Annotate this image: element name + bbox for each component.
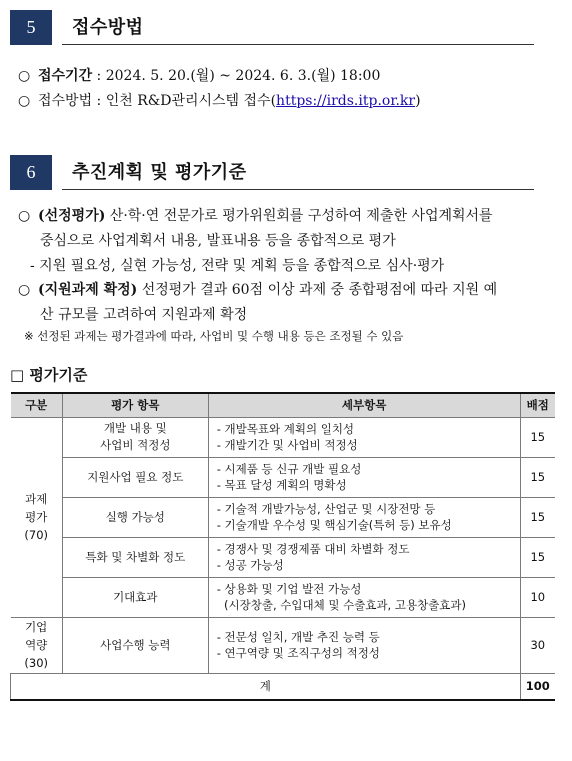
- score-cell: 15: [520, 457, 555, 497]
- item-cell: 개발 내용 및 사업비 적정성: [62, 417, 208, 457]
- plan-item-1-label: (선정평가): [38, 208, 106, 224]
- detail-cell: - 전문성 일치, 개발 추진 능력 등 - 연구역량 및 조직구성의 적정성: [208, 617, 520, 673]
- reception-method: [18, 90, 421, 110]
- header-detail: 세부항목: [208, 393, 520, 417]
- header-group: 구분: [11, 393, 63, 417]
- score-cell: 10: [520, 577, 555, 617]
- table-row: [11, 497, 556, 537]
- section-divider: [62, 189, 534, 190]
- section-number: 5: [10, 10, 52, 45]
- group-task-evaluation: 과제 평가 (70): [11, 417, 63, 617]
- irds-link[interactable]: https://irds.itp.or.kr: [276, 93, 416, 109]
- table-row: [11, 417, 556, 457]
- item-cell: 기대효과: [62, 577, 208, 617]
- item-cell: 실행 가능성: [62, 497, 208, 537]
- section-number: 6: [10, 155, 52, 190]
- reception-period: [18, 65, 380, 85]
- score-cell: 15: [520, 497, 555, 537]
- group-company-capability: 기업 역량 (30): [11, 617, 63, 673]
- section-title: 추진계획 및 평가기준: [72, 162, 247, 183]
- evaluation-table: [10, 392, 555, 701]
- method-close: ): [415, 93, 421, 109]
- score-cell: 15: [520, 537, 555, 577]
- plan-item-1-cont: 중심으로 사업계획서 내용, 발표내용 등을 종합적으로 평가: [40, 233, 396, 249]
- bullet: ○: [18, 68, 31, 84]
- period-label: 접수기간: [38, 68, 93, 84]
- plan-item-2: [18, 279, 497, 299]
- detail-cell: - 개발목표와 계획의 일치성 - 개발기간 및 사업비 적정성: [208, 417, 520, 457]
- section-6-header: [10, 155, 534, 190]
- table-row: [11, 577, 556, 617]
- plan-note: ※ 선정된 과제는 평가결과에 따라, 사업비 및 수행 내용 등은 조정될 수 있음: [24, 329, 404, 343]
- plan-item-1: [18, 205, 493, 225]
- evaluation-heading: □ 평가기준: [10, 366, 88, 384]
- score-cell: 30: [520, 617, 555, 673]
- detail-cell: - 기술적 개발가능성, 산업군 및 시장전망 등 - 기술개발 우수성 및 핵심기술(특허 등) 보유성: [208, 497, 520, 537]
- bullet: ○: [18, 93, 31, 109]
- table-row: [11, 457, 556, 497]
- plan-item-1-text: 산·학·연 전문가로 평가위원회를 구성하여 제출한 사업계획서를: [105, 208, 493, 224]
- method-value: : 인천 R&D관리시스템 접수(: [92, 93, 277, 109]
- section-divider: [62, 44, 534, 45]
- detail-cell: - 경쟁사 및 경쟁제품 대비 차별화 정도 - 성공 가능성: [208, 537, 520, 577]
- total-label: 계: [11, 673, 521, 700]
- table-row: [11, 537, 556, 577]
- plan-item-1-sub: - 지원 필요성, 실현 가능성, 전략 및 계획 등을 종합적으로 심사·평가: [30, 258, 445, 274]
- total-score: 100: [520, 673, 555, 700]
- period-value: : 2024. 5. 20.(월) ~ 2024. 6. 3.(월) 18:00: [92, 68, 381, 84]
- item-cell: 특화 및 차별화 정도: [62, 537, 208, 577]
- table-header-row: [11, 393, 556, 417]
- header-score: 배점: [520, 393, 555, 417]
- detail-cell: - 시제품 등 신규 개발 필요성 - 목표 달성 계획의 명확성: [208, 457, 520, 497]
- plan-item-2-text: 선정평가 결과 60점 이상 과제 중 종합평점에 따라 지원 예: [137, 282, 498, 298]
- plan-item-2-label: (지원과제 확정): [38, 282, 138, 298]
- bullet: ○: [18, 208, 31, 224]
- table-row: [11, 617, 556, 673]
- item-cell: 사업수행 능력: [62, 617, 208, 673]
- method-label: 접수방법: [38, 93, 93, 109]
- item-cell: 지원사업 필요 정도: [62, 457, 208, 497]
- section-5-header: [10, 10, 534, 45]
- detail-cell: - 상용화 및 기업 발전 가능성 (시장창출, 수입대체 및 수출효과, 고용창출효과): [208, 577, 520, 617]
- plan-item-2-cont: 산 규모를 고려하여 지원과제 확정: [40, 307, 248, 323]
- score-cell: 15: [520, 417, 555, 457]
- header-item: 평가 항목: [62, 393, 208, 417]
- bullet: ○: [18, 282, 31, 298]
- section-title: 접수방법: [72, 17, 144, 38]
- table-total-row: [11, 673, 556, 700]
